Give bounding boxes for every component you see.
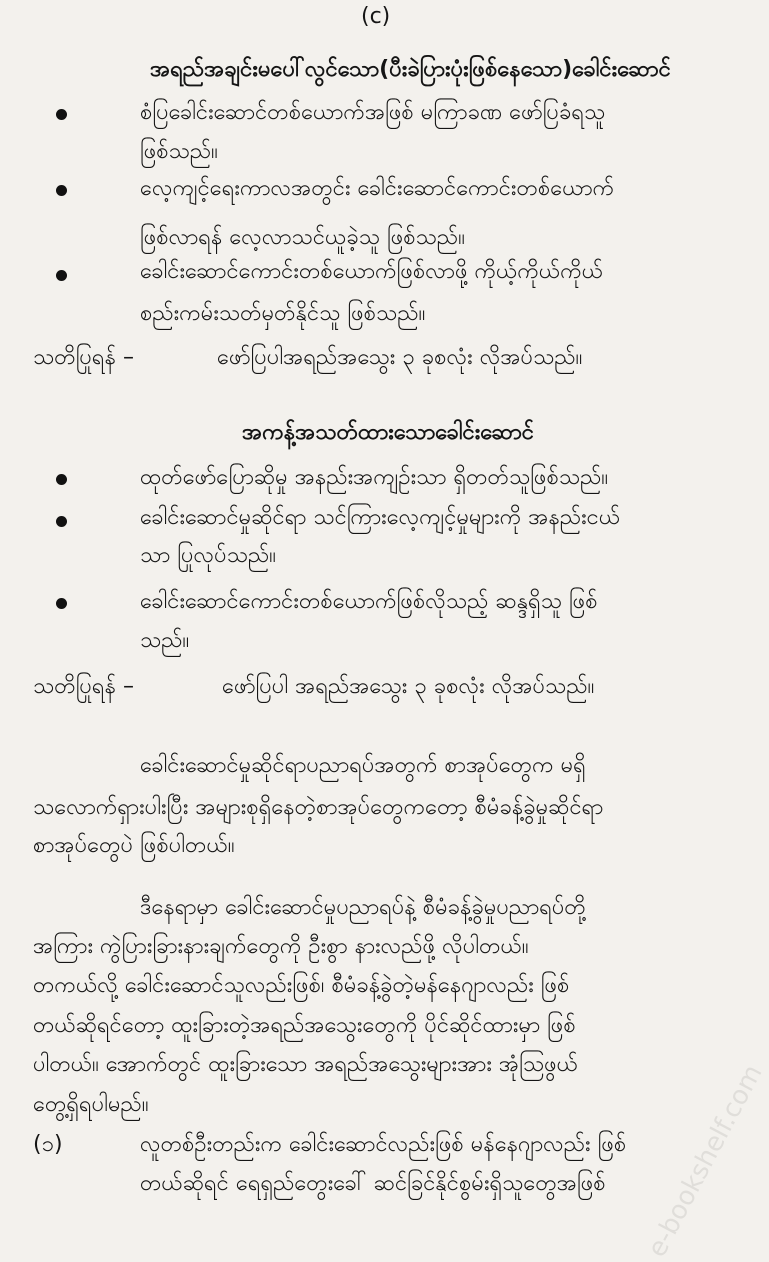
watermark: e-bookshelf.com xyxy=(641,1060,769,1262)
bullet-icon xyxy=(56,185,67,196)
paragraph-line: တကယ်လို့ ခေါင်းဆောင်သူလည်းဖြစ်၊ စီမံခန့်ခွဲတဲ့မန်နေဂျာလည်း ဖြစ် xyxy=(33,973,570,998)
bullet-icon xyxy=(56,516,67,527)
paragraph-line: သလောက်ရှားပါးပြီး အများစုရှိနေတဲ့စာအုပ်တွေကတော့ စီမံခန့်ခွဲမှုဆိုင်ရာ xyxy=(33,795,604,820)
bullet-icon xyxy=(56,109,67,120)
bullet-icon xyxy=(56,598,67,609)
note-label: သတိပြုရန် – xyxy=(33,345,134,370)
section-heading-1: အရည်အချင်းမပေါ်လွင်သော(ပီးခဲပြားပုံးဖြစ်နေသော)ခေါင်းဆောင် xyxy=(150,57,671,82)
page-label: (c) xyxy=(361,4,391,29)
item-number: (၁) xyxy=(33,1132,63,1157)
bullet-icon xyxy=(56,270,67,281)
list-item-line: လေ့ကျင့်ရေးကာလအတွင်း ခေါင်းဆောင်ကောင်းတစ်ယောက် xyxy=(140,176,615,201)
list-item-line: ဖြစ်လာရန် လေ့လာသင်ယူခဲ့သူ ဖြစ်သည်။ xyxy=(140,225,465,250)
paragraph-line: ဒီနေရာမှာ ခေါင်းဆောင်မှုပညာရပ်နဲ့ စီမံခန့်ခွဲမှုပညာရပ်တို့ xyxy=(140,895,586,920)
list-item-line: ခေါင်းဆောင်ကောင်းတစ်ယောက်ဖြစ်လာဖို့ ကိုယ့်ကိုယ်ကိုယ် xyxy=(140,259,604,284)
paragraph-line: အကြား ကွဲပြားခြားနားချက်တွေကို ဦးစွာ နားလည်ဖို့ လိုပါတယ်။ xyxy=(33,934,529,959)
list-item-line: ခေါင်းဆောင်ကောင်းတစ်ယောက်ဖြစ်လိုသည့် ဆန္ဒရှိသူ ဖြစ် xyxy=(140,589,598,614)
section-heading-2: အကန့်အသတ်ထားသောခေါင်းဆောင် xyxy=(242,420,534,445)
list-item-line: သာ ပြုလုပ်သည်။ xyxy=(140,543,276,568)
list-item-line: ဖြစ်သည်။ xyxy=(140,139,218,164)
numbered-item-line: တယ်ဆိုရင် ရေရှည်တွေးခေါ် ဆင်ခြင်နိုင်စွမ်းရှိသူတွေအဖြစ် xyxy=(140,1171,606,1196)
paragraph-line: တွေ့ရှိရပါမည်။ xyxy=(33,1092,149,1117)
note-label: သတိပြုရန် – xyxy=(33,674,134,699)
numbered-item-line: လူတစ်ဦးတည်းက ခေါင်းဆောင်လည်းဖြစ် မန်နေဂျာလည်း ဖြစ် xyxy=(140,1132,627,1157)
paragraph-line: ခေါင်းဆောင်မှုဆိုင်ရာပညာရပ်အတွက် စာအုပ်တွေက မရှိ xyxy=(140,753,586,778)
note-text: ဖော်ပြပါအရည်အသွေး ၃ ခုစလုံး လိုအပ်သည်။ xyxy=(217,345,583,370)
list-item-line: ခေါင်းဆောင်မှုဆိုင်ရာ သင်ကြားလေ့ကျင့်မှုများကို အနည်းငယ် xyxy=(140,505,621,530)
list-item-line: ထုတ်ဖော်ပြောဆိုမှု အနည်းအကျဉ်းသာ ရှိတတ်သူဖြစ်သည်။ xyxy=(140,465,609,490)
note-text: ဖော်ပြပါ အရည်အသွေး ၃ ခုစလုံး လိုအပ်သည်။ xyxy=(222,674,595,699)
list-item-line: သည်။ xyxy=(140,628,190,653)
paragraph-line: စာအုပ်တွေပဲ ဖြစ်ပါတယ်။ xyxy=(33,833,235,858)
list-item-line: စည်းကမ်းသတ်မှတ်နိုင်သူ ဖြစ်သည်။ xyxy=(140,301,426,326)
paragraph-line: ပါတယ်။ အောက်တွင် ထူးခြားသော အရည်အသွေးများအား အုံသြဖွယ် xyxy=(33,1052,579,1077)
paragraph-line: တယ်ဆိုရင်တော့ ထူးခြားတဲ့အရည်အသွေးတွေကို ပိုင်ဆိုင်ထားမှာ ဖြစ် xyxy=(33,1013,576,1038)
bullet-icon xyxy=(56,474,67,485)
list-item-line: စံပြခေါင်းဆောင်တစ်ယောက်အဖြစ် မကြာခဏ ဖော်ပြခံရသူ xyxy=(140,100,606,125)
